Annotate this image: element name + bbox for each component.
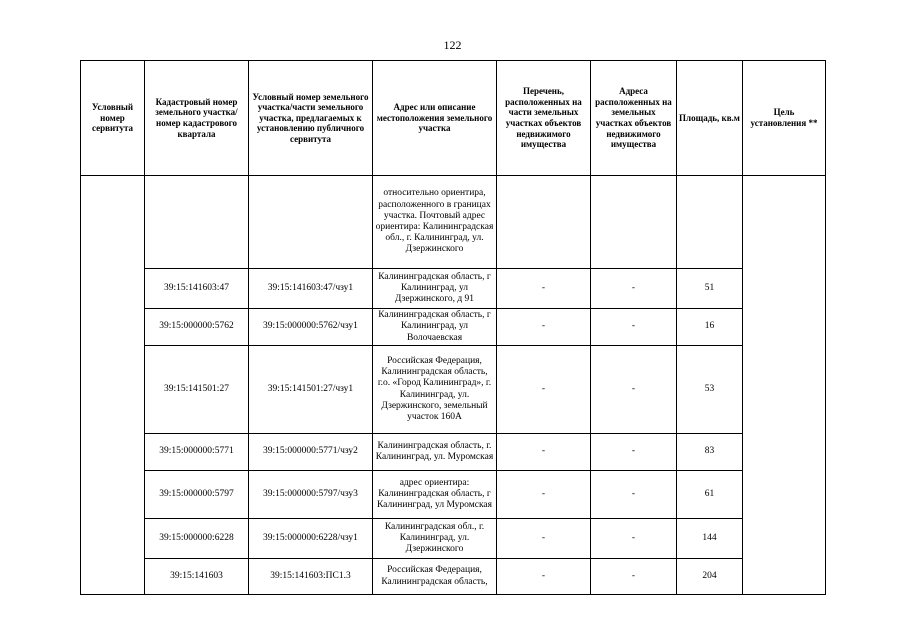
object-addresses-cell: - <box>591 269 677 309</box>
area-cell: 144 <box>677 519 743 559</box>
address-cell: адрес ориентира: Калининградская область, г Калининград, ул Муромская <box>373 471 497 519</box>
header-purpose: Цель установления ** <box>743 61 826 176</box>
address-cell: Калининградская область, г Калининград, ул Волочаевская <box>373 309 497 346</box>
object-addresses-cell: - <box>591 309 677 346</box>
header-located-parts: Перечень, расположенных на части земельных участках объектов недвижимого имущества <box>497 61 591 176</box>
header-conditional-number: Условный номер земельного участка/части земельного участка, предлагаемых к установлению публичного сервитута <box>249 61 373 176</box>
area-cell: 83 <box>677 434 743 471</box>
cadastral-number-cell: 39:15:141603:47 <box>145 269 249 309</box>
table-row <box>81 309 826 346</box>
address-cell: Калининградская обл., г. Калининград, ул. Дзержинского <box>373 519 497 559</box>
objects-cell: - <box>497 471 591 519</box>
cadastral-number-cell: 39:15:000000:5797 <box>145 471 249 519</box>
table-row <box>81 559 826 595</box>
table-row <box>81 434 826 471</box>
table-row <box>81 269 826 309</box>
object-addresses-cell: - <box>591 519 677 559</box>
area-cell: 204 <box>677 559 743 595</box>
table-row <box>81 471 826 519</box>
area-cell: 61 <box>677 471 743 519</box>
page-number: 122 <box>443 38 462 52</box>
objects-cell: - <box>497 519 591 559</box>
address-cell: относительно ориентира, расположенного в границах участка. Почтовый адрес ориентира: Калининградская обл., г. Калининград, ул. Дзержинского <box>373 176 497 269</box>
conditional-number-cell <box>249 176 373 269</box>
address-cell: Калининградская область, г. Калининград, ул. Муромская <box>373 434 497 471</box>
header-area: Площадь, кв.м <box>677 61 743 176</box>
area-cell: 53 <box>677 346 743 434</box>
conditional-number-cell: 39:15:141603:47/чзу1 <box>249 269 373 309</box>
object-addresses-cell: - <box>591 434 677 471</box>
area-cell: 51 <box>677 269 743 309</box>
cadastral-number-cell: 39:15:000000:6228 <box>145 519 249 559</box>
address-cell: Российская Федерация, Калининградская область, г.о. «Город Калининград», г. Калининград, ул. Дзержинского, земельный участок 160А <box>373 346 497 434</box>
header-property-addresses: Адреса расположенных на земельных участках объектов недвижимого имущества <box>591 61 677 176</box>
conditional-number-cell: 39:15:141501:27/чзу1 <box>249 346 373 434</box>
object-addresses-cell: - <box>591 559 677 595</box>
table-row <box>81 176 826 269</box>
area-cell: 16 <box>677 309 743 346</box>
cadastral-number-cell: 39:15:141501:27 <box>145 346 249 434</box>
conditional-number-cell: 39:15:141603:ПС1.3 <box>249 559 373 595</box>
object-addresses-cell <box>591 176 677 269</box>
table-row <box>81 346 826 434</box>
conditional-number-cell: 39:15:000000:5797/чзу3 <box>249 471 373 519</box>
cadastral-number-cell: 39:15:141603 <box>145 559 249 595</box>
objects-cell: - <box>497 309 591 346</box>
cadastral-number-cell <box>145 176 249 269</box>
objects-cell: - <box>497 269 591 309</box>
purpose-cell <box>743 176 826 595</box>
object-addresses-cell: - <box>591 346 677 434</box>
objects-cell <box>497 176 591 269</box>
conditional-number-cell: 39:15:000000:5771/чзу2 <box>249 434 373 471</box>
objects-cell: - <box>497 346 591 434</box>
header-address: Адрес или описание местоположения земельного участка <box>373 61 497 176</box>
object-addresses-cell: - <box>591 471 677 519</box>
servitude-table <box>80 60 826 595</box>
cadastral-number-cell: 39:15:000000:5771 <box>145 434 249 471</box>
table-row <box>81 519 826 559</box>
cadastral-number-cell: 39:15:000000:5762 <box>145 309 249 346</box>
servitude-number-cell <box>81 176 145 595</box>
table-header-row <box>81 61 826 176</box>
conditional-number-cell: 39:15:000000:6228/чзу1 <box>249 519 373 559</box>
address-cell: Калининградская область, г Калининград, ул Дзержинского, д 91 <box>373 269 497 309</box>
header-servitude-number: Условный номер сервитута <box>81 61 145 176</box>
conditional-number-cell: 39:15:000000:5762/чзу1 <box>249 309 373 346</box>
objects-cell: - <box>497 559 591 595</box>
address-cell: Российская Федерация, Калининградская область, <box>373 559 497 595</box>
objects-cell: - <box>497 434 591 471</box>
header-cadastral-number: Кадастровый номер земельного участка/номер кадастрового квартала <box>145 61 249 176</box>
area-cell <box>677 176 743 269</box>
